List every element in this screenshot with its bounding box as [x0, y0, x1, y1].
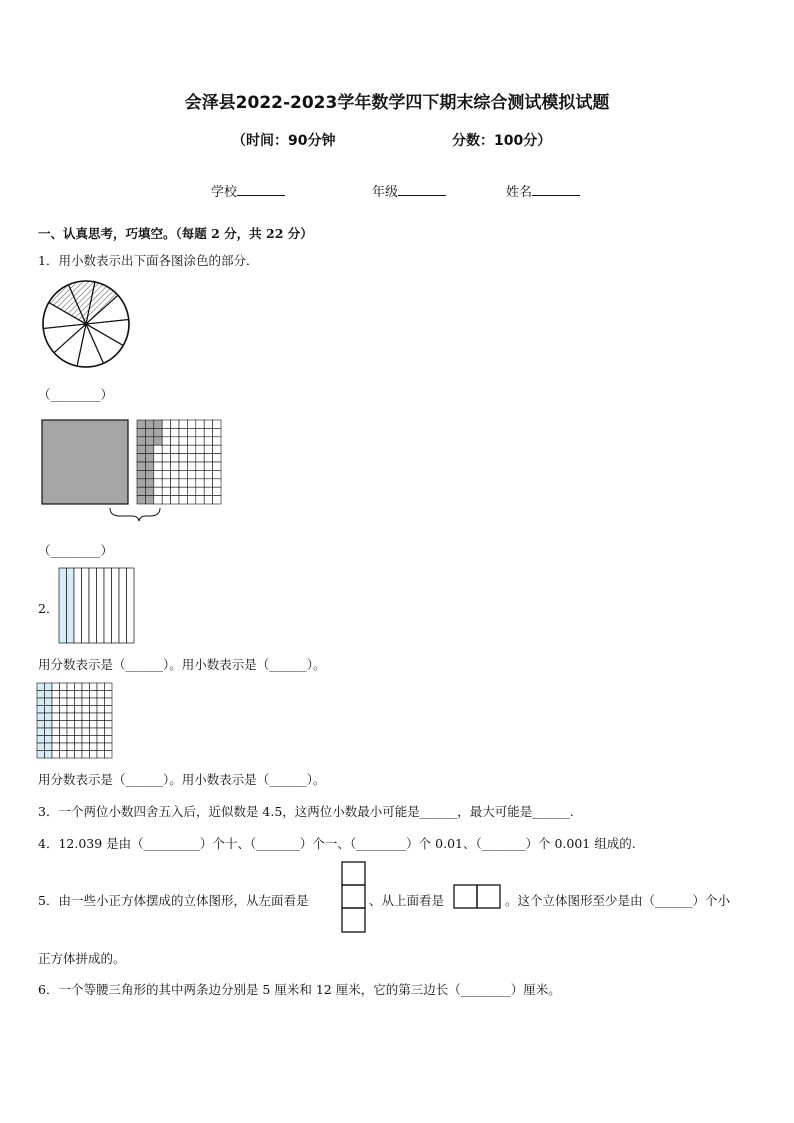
grid-cell — [67, 698, 75, 706]
shaded-cell — [137, 445, 145, 453]
shaded-cell — [37, 743, 45, 751]
grid-cell — [204, 462, 212, 470]
shaded-cell — [154, 420, 162, 428]
shaded-cell — [145, 462, 153, 470]
grid-cell — [154, 496, 162, 504]
grid-cell — [60, 683, 68, 691]
small-grid-figure — [36, 682, 116, 760]
shaded-cell — [145, 496, 153, 504]
shaded-cell — [37, 706, 45, 714]
grid-cell — [179, 428, 187, 436]
grid-cell — [204, 428, 212, 436]
grid-cell — [67, 728, 75, 736]
question-5-line-2: 正方体拼成的。 — [38, 951, 126, 966]
grid-cell — [196, 470, 204, 478]
shaded-cell — [45, 751, 53, 759]
grid-cell — [97, 721, 105, 729]
top-view-icon — [453, 884, 503, 910]
grid-cell — [154, 470, 162, 478]
shaded-cell — [137, 479, 145, 487]
question-3: 3．一个两位小数四舍五入后，近似数是 4.5，这两位小数最小可能是______，最大可能是______. — [38, 804, 574, 819]
grid-cell — [60, 698, 68, 706]
grid-cell — [75, 728, 83, 736]
grid-cell — [75, 706, 83, 714]
question-2-number: 2． — [38, 601, 59, 616]
page-title: 会泽县2022-2023学年数学四下期末综合测试模拟试题 — [184, 93, 610, 113]
grid-cell — [204, 437, 212, 445]
grid-cell — [52, 713, 60, 721]
grid-cell — [82, 683, 90, 691]
shaded-cell — [137, 437, 145, 445]
shaded-cell — [145, 487, 153, 495]
q1-answer-2[interactable]: （________） — [38, 543, 114, 558]
grid-cell — [213, 445, 221, 453]
school-field — [211, 181, 285, 200]
grid-cell — [187, 487, 195, 495]
grid-cell — [187, 462, 195, 470]
exam-score: 分数：100分） — [452, 133, 552, 149]
grid-cell — [67, 751, 75, 759]
shaded-cell — [45, 728, 53, 736]
grid-cell — [196, 487, 204, 495]
grid-cell — [90, 706, 98, 714]
school-blank — [237, 183, 285, 196]
question-6: 6．一个等腰三角形的其中两条边分别是 5 厘米和 12 厘米，它的第三边长（________）厘米。 — [38, 982, 561, 997]
shaded-cell — [37, 698, 45, 706]
grid-cell — [187, 454, 195, 462]
grid-cell — [154, 479, 162, 487]
grid-cell — [213, 454, 221, 462]
question-4: 4．12.039 是由（_________）个十、（_______）个一、（________）个 0.01、（_______）个 0.001 组成的. — [38, 836, 636, 851]
grid-cell — [105, 743, 113, 751]
shaded-cell — [154, 428, 162, 436]
grid-cell — [213, 428, 221, 436]
shaded-cell — [37, 713, 45, 721]
shaded-cell — [37, 728, 45, 736]
grade-blank — [398, 183, 446, 196]
grid-cell — [75, 736, 83, 744]
grid-cell — [196, 454, 204, 462]
grid-cell — [67, 683, 75, 691]
shaded-cell — [45, 736, 53, 744]
grid-cell — [75, 751, 83, 759]
grid-cell — [105, 706, 113, 714]
grid-cell — [97, 691, 105, 699]
grid-cell — [171, 428, 179, 436]
grid-cell — [171, 454, 179, 462]
grid-cell — [90, 713, 98, 721]
shaded-cell — [145, 437, 153, 445]
grid-cell — [60, 736, 68, 744]
question-5-part-1: 5．由一些小正方体摆成的立体图形，从左面看是 — [38, 893, 309, 908]
strip — [104, 568, 112, 643]
question-5-part-3: 。这个立体图形至少是由（______）个小 — [505, 893, 731, 908]
grid-cell — [187, 437, 195, 445]
grid-cell — [82, 698, 90, 706]
shaded-cell — [137, 428, 145, 436]
grid-cell — [187, 445, 195, 453]
grid-cell — [82, 743, 90, 751]
grid-cell — [154, 454, 162, 462]
grid-cell — [90, 743, 98, 751]
grid-cell — [97, 698, 105, 706]
grid-cell — [60, 728, 68, 736]
shaded-cell — [145, 420, 153, 428]
grid-cell — [171, 445, 179, 453]
circle-figure — [40, 279, 132, 371]
shaded-cell — [37, 691, 45, 699]
grid-cell — [213, 487, 221, 495]
grid-cell — [67, 713, 75, 721]
grid-cell — [90, 728, 98, 736]
grid-cell — [196, 437, 204, 445]
question-5-part-2: 、从上面看是 — [369, 893, 445, 908]
grid-cell — [52, 706, 60, 714]
grid-cell — [196, 445, 204, 453]
grid-cell — [105, 683, 113, 691]
grid-cell — [97, 736, 105, 744]
grid-cell — [75, 743, 83, 751]
grid-cell — [52, 683, 60, 691]
grid-cell — [52, 698, 60, 706]
strip — [89, 568, 97, 643]
grid-cell — [179, 437, 187, 445]
grid-cell — [52, 736, 60, 744]
grid-cell — [179, 420, 187, 428]
shaded-cell — [45, 698, 53, 706]
grid-cell — [52, 743, 60, 751]
shaded-cell — [37, 683, 45, 691]
grid-cell — [90, 691, 98, 699]
shaded-cell — [137, 470, 145, 478]
grid-cell — [187, 479, 195, 487]
grid-cell — [52, 728, 60, 736]
grade-label: 年级 — [372, 185, 399, 200]
strip — [112, 568, 120, 643]
strip — [74, 568, 82, 643]
grid-cell — [67, 736, 75, 744]
grid-cell — [154, 445, 162, 453]
grid-cell — [97, 706, 105, 714]
grid-cell — [82, 751, 90, 759]
grid-cell — [187, 470, 195, 478]
grid-cell — [60, 751, 68, 759]
grid-cell — [82, 721, 90, 729]
grid-cell — [162, 462, 170, 470]
grid-cell — [162, 487, 170, 495]
grid-cell — [90, 751, 98, 759]
grid-cell — [52, 691, 60, 699]
strip — [127, 568, 135, 643]
grid-cell — [90, 721, 98, 729]
shaded-cell — [137, 420, 145, 428]
grid-cell — [179, 479, 187, 487]
grid-cell — [97, 728, 105, 736]
grid-cell — [60, 713, 68, 721]
sector — [54, 324, 86, 366]
shaded-cell — [137, 462, 145, 470]
grid-cell — [82, 713, 90, 721]
grid-cell — [187, 496, 195, 504]
shaded-cell — [37, 721, 45, 729]
grid-cell — [179, 462, 187, 470]
shaded-strip — [67, 568, 75, 643]
shaded-cell — [137, 496, 145, 504]
grid-cell — [213, 437, 221, 445]
grid-cell — [204, 470, 212, 478]
grid-cell — [60, 743, 68, 751]
grid-cell — [60, 721, 68, 729]
grid-cell — [179, 454, 187, 462]
grid-cell — [60, 706, 68, 714]
name-blank — [532, 183, 580, 196]
grid-cell — [204, 487, 212, 495]
question-2-line-1: 用分数表示是（______）。用小数表示是（______）。 — [38, 657, 326, 672]
grid-cell — [154, 462, 162, 470]
grid-cell — [75, 683, 83, 691]
shaded-cell — [145, 428, 153, 436]
shaded-cell — [45, 721, 53, 729]
shaded-cell — [145, 445, 153, 453]
grid-cell — [213, 470, 221, 478]
grid-cell — [82, 736, 90, 744]
grid-cell — [196, 420, 204, 428]
grid-cell — [196, 496, 204, 504]
strip — [82, 568, 90, 643]
shaded-cell — [137, 454, 145, 462]
grid-cell — [162, 454, 170, 462]
grid-cell — [162, 445, 170, 453]
grade-field — [372, 181, 446, 200]
q1-answer-1[interactable]: （________） — [38, 387, 114, 402]
grid-cell — [213, 496, 221, 504]
sector — [86, 324, 123, 363]
grid-cell — [162, 428, 170, 436]
grid-cell — [162, 420, 170, 428]
grid-cell — [52, 751, 60, 759]
name-field — [506, 181, 580, 200]
grid-cell — [187, 420, 195, 428]
grid-cell — [90, 736, 98, 744]
grid-cell — [105, 721, 113, 729]
grid-cell — [171, 479, 179, 487]
grid-cell — [60, 691, 68, 699]
grid-cell — [213, 420, 221, 428]
grid-cell — [171, 437, 179, 445]
grid-cell — [196, 479, 204, 487]
grid-cell — [171, 462, 179, 470]
grid-cell — [97, 743, 105, 751]
decimal-grid-figure — [40, 418, 226, 524]
grid-cell — [105, 728, 113, 736]
name-label: 姓名 — [506, 185, 533, 200]
question-1: 1．用小数表示出下面各图涂色的部分． — [38, 253, 259, 268]
shaded-cell — [145, 470, 153, 478]
grid-cell — [82, 706, 90, 714]
grid-cell — [196, 428, 204, 436]
grid-cell — [105, 691, 113, 699]
grid-cell — [82, 691, 90, 699]
grid-cell — [97, 713, 105, 721]
grid-cell — [82, 728, 90, 736]
strip-figure — [58, 567, 138, 645]
strip — [97, 568, 105, 643]
grid-cell — [204, 496, 212, 504]
grid-cell — [204, 479, 212, 487]
grid-cell — [67, 691, 75, 699]
grid-cell — [162, 437, 170, 445]
shaded-cell — [37, 751, 45, 759]
shaded-cell — [37, 736, 45, 744]
full-square — [42, 420, 128, 504]
grid-cell — [213, 462, 221, 470]
grid-cell — [105, 751, 113, 759]
grid-cell — [105, 713, 113, 721]
grid-cell — [171, 470, 179, 478]
grid-cell — [90, 683, 98, 691]
grid-cell — [97, 683, 105, 691]
shaded-cell — [45, 713, 53, 721]
grid-cell — [204, 445, 212, 453]
grid-cell — [75, 691, 83, 699]
grid-cell — [162, 479, 170, 487]
grid-cell — [179, 445, 187, 453]
grid-cell — [75, 713, 83, 721]
grid-cell — [171, 420, 179, 428]
shaded-cell — [137, 487, 145, 495]
grid-cell — [179, 487, 187, 495]
grid-cell — [105, 736, 113, 744]
grid-cell — [75, 698, 83, 706]
grid-cell — [171, 487, 179, 495]
grid-cell — [67, 721, 75, 729]
section-heading: 一、认真思考，巧填空。（每题 2 分，共 22 分） — [38, 226, 313, 241]
sector — [86, 320, 129, 346]
grid-cell — [162, 470, 170, 478]
grid-cell — [162, 496, 170, 504]
grid-cell — [179, 496, 187, 504]
grid-cell — [105, 698, 113, 706]
left-view-icon — [341, 861, 367, 935]
shaded-cell — [45, 683, 53, 691]
exam-time: （时间：90分钟 — [232, 133, 336, 149]
shaded-cell — [45, 743, 53, 751]
grid-cell — [204, 420, 212, 428]
grid-cell — [52, 721, 60, 729]
grid-cell — [213, 479, 221, 487]
shaded-strip — [59, 568, 67, 643]
grid-cell — [75, 721, 83, 729]
strip — [119, 568, 127, 643]
grid-cell — [97, 751, 105, 759]
grid-cell — [90, 698, 98, 706]
shaded-cell — [145, 479, 153, 487]
grid-cell — [67, 743, 75, 751]
school-label: 学校 — [211, 185, 238, 200]
grid-cell — [179, 470, 187, 478]
shaded-cell — [45, 706, 53, 714]
grid-cell — [67, 706, 75, 714]
shaded-cell — [45, 691, 53, 699]
grid-cell — [204, 454, 212, 462]
grid-cell — [187, 428, 195, 436]
shaded-cell — [145, 454, 153, 462]
grid-cell — [154, 487, 162, 495]
question-2-line-2: 用分数表示是（______）。用小数表示是（______）。 — [38, 772, 326, 787]
grid-cell — [196, 462, 204, 470]
grid-cell — [171, 496, 179, 504]
shaded-cell — [154, 437, 162, 445]
